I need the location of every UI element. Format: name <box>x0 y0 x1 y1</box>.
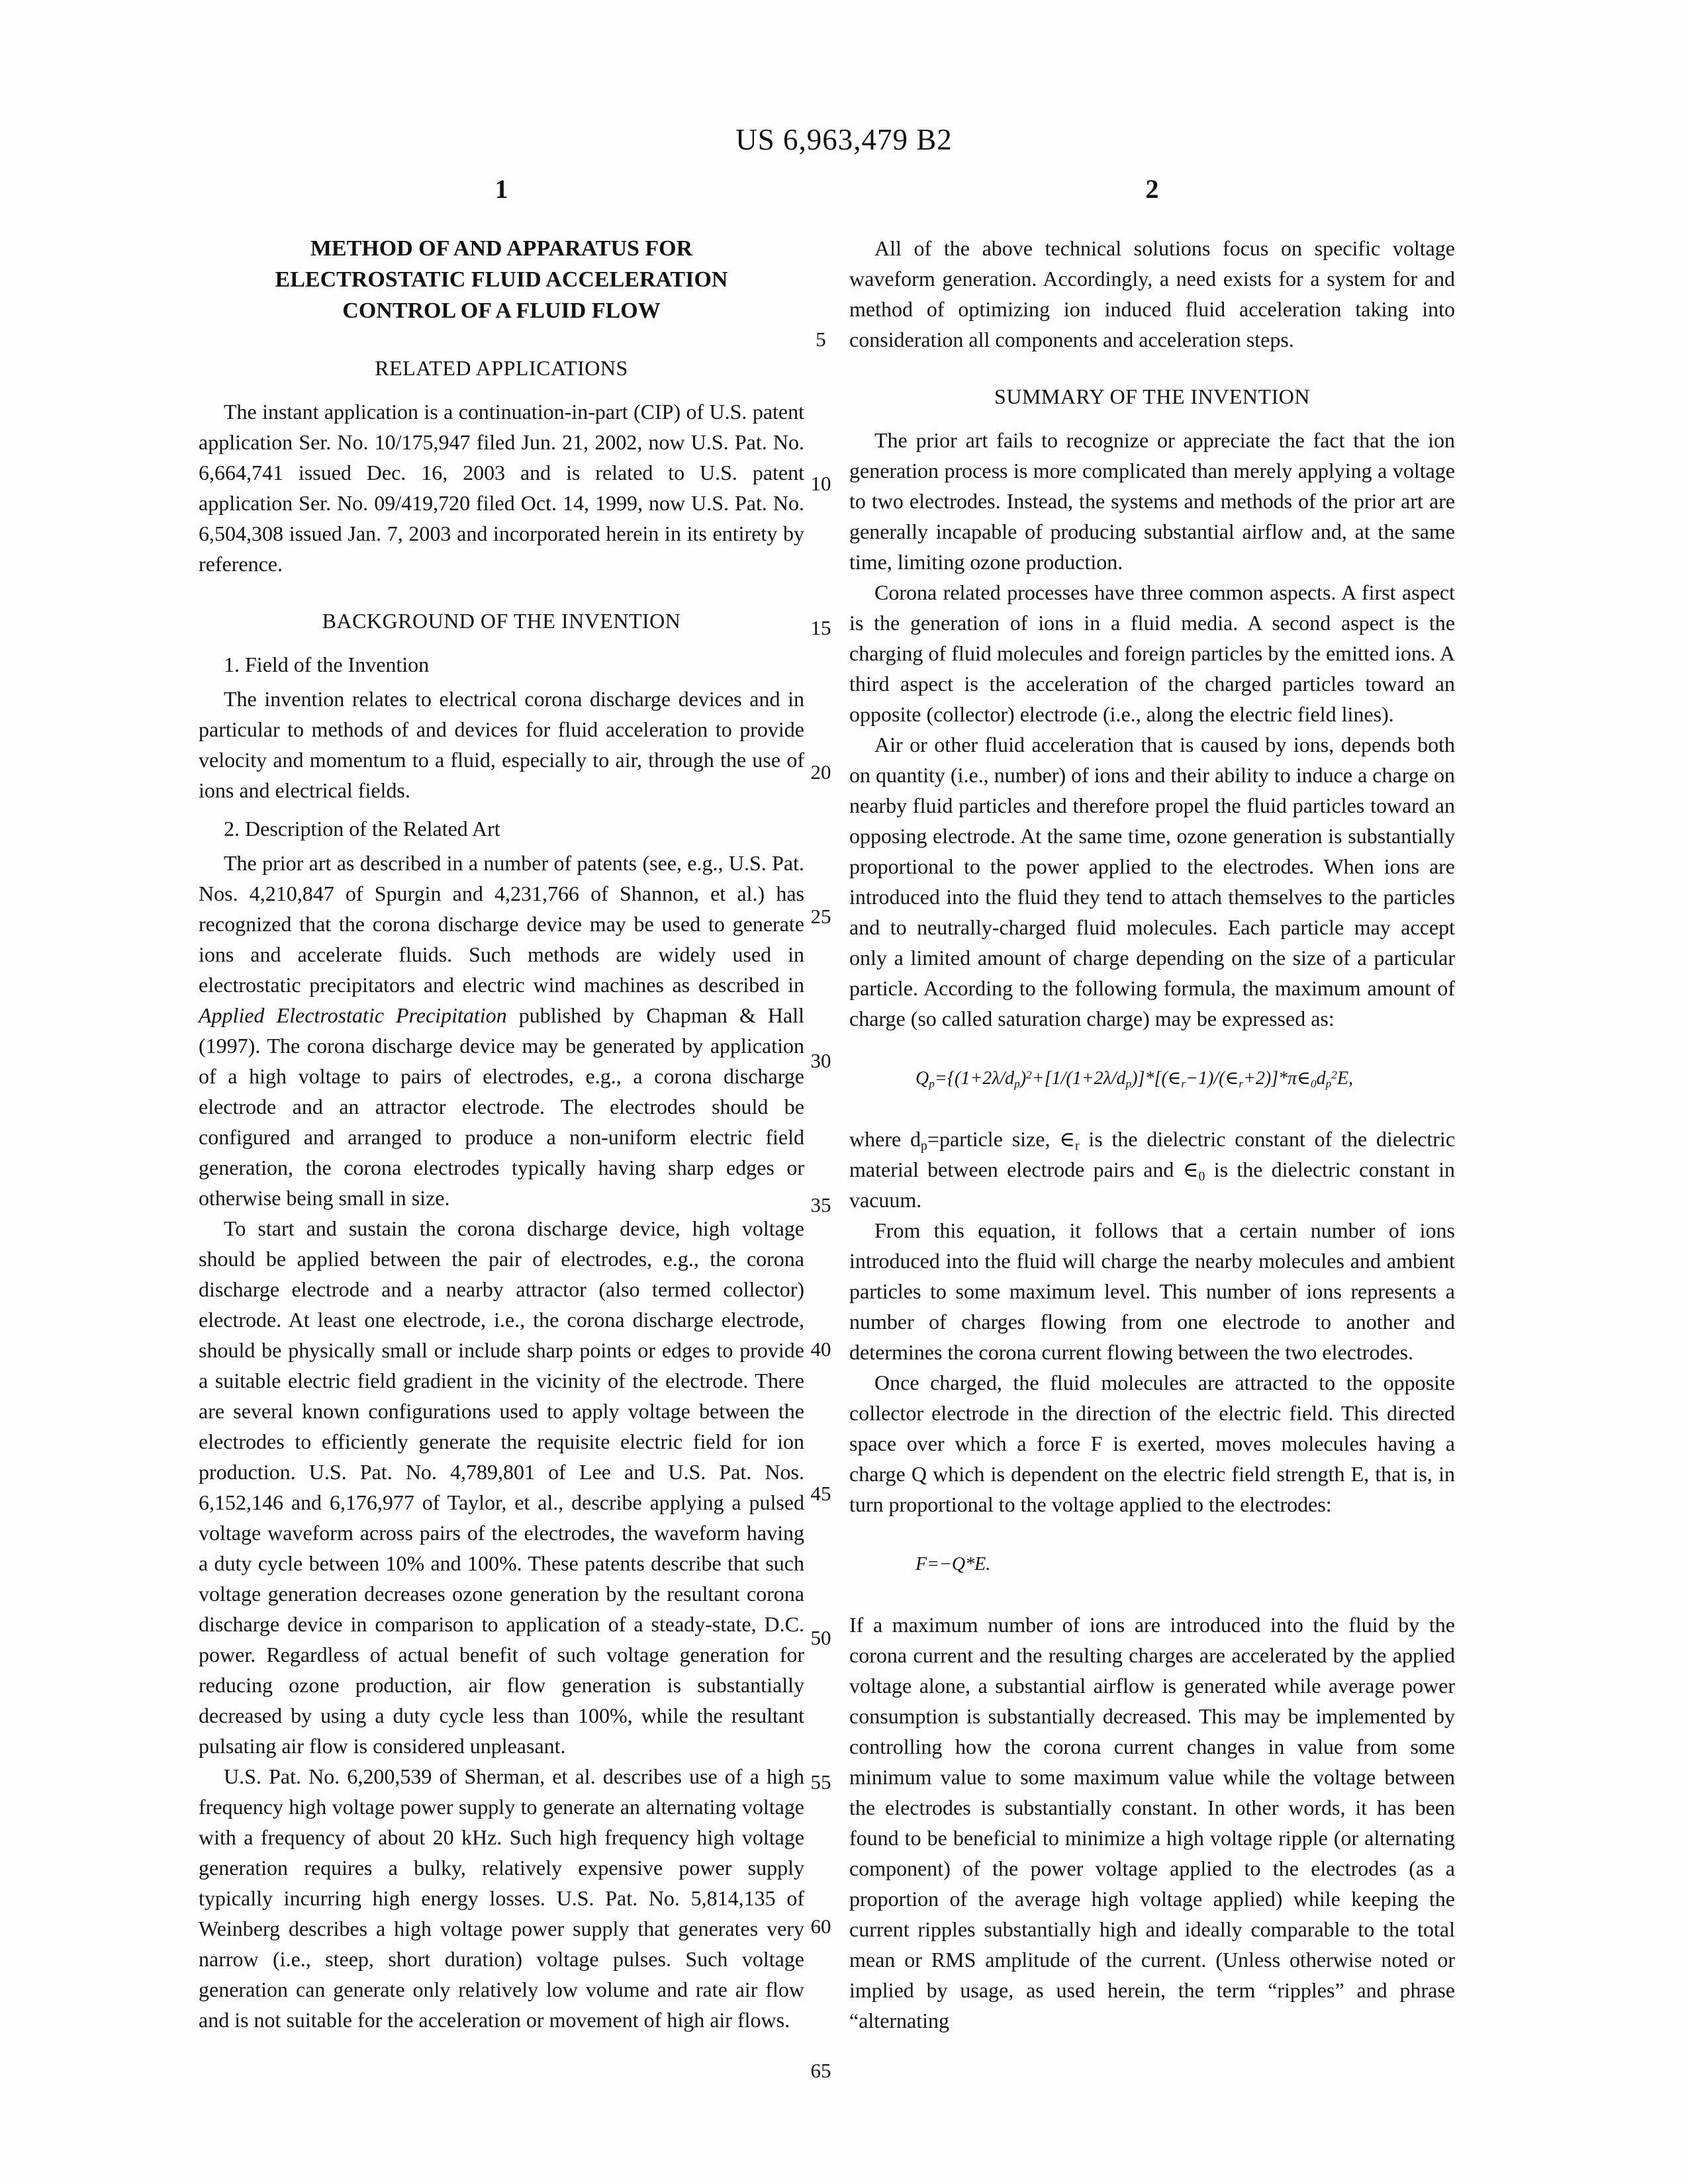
text-segment: The prior art as described in a number of patents (see, e.g., U.S. Pat. Nos. 4,210,847 of Spurgin and 4,231,766 of Shannon, et al.) has recognized that the corona discharge device may be used to generate ions and accelerate fluids. Such methods are widely used in electrostatic precipitators and electric wind machines as described in <box>199 851 804 997</box>
saturation-charge-formula <box>915 1066 1455 1092</box>
paragraph <box>199 684 804 805</box>
left-column-number: 1 <box>494 174 508 204</box>
text-segment: r <box>1181 1077 1186 1090</box>
text-segment: p <box>1125 1077 1132 1090</box>
text-segment: If a maximum number of ions are introduced into the fluid by the corona current and the resulting charges are accelerated by the applied voltage alone, a substantial airflow is generated while average power consumption is substantially decreased. This may be implemented by controlling how the corona current changes in value from some minimum value to some maximum value while the voltage between the electrodes is substantially constant. In other words, it has been found to be beneficial to minimize a high voltage ripple (or alternating component) of the power voltage applied to the electrodes (as a proportion of the average high voltage applied) while keeping the current ripples substantially high and ideally comparable to the total mean or RMS amplitude of the current. (Unless otherwise noted or implied by usage, as used herein, the term “ripples” and phrase “alternating <box>849 1613 1455 2032</box>
text-segment: p <box>929 1077 935 1090</box>
text-segment: ={(1+2λ/d <box>934 1068 1015 1089</box>
paragraph <box>849 1124 1455 1215</box>
text-segment: Once charged, the fluid molecules are attracted to the opposite collector electrode in the direction of the electric field. This directed space over which a force F is exerted, moves molecules having a charge Q which is dependent on the electric field strength E, that is, in turn proportional to the voltage applied to the electrodes: <box>849 1371 1455 1516</box>
text-segment: where d <box>849 1127 921 1151</box>
paragraph <box>199 1761 804 2035</box>
line-number: 25 <box>810 905 831 928</box>
italic-text: Applied Electrostatic Precipitation <box>199 1003 507 1027</box>
text-segment: F=−Q*E. <box>915 1554 991 1574</box>
text-segment: From this equation, it follows that a certain number of ions introduced into the fluid will charge the nearby molecules and ambient particles to some maximum level. This number of ions represents a number of charges flowing from one electrode to another and determines the corona current flowing between the two electrodes. <box>849 1218 1455 1364</box>
text-segment: U.S. Pat. No. 6,200,539 of Sherman, et al. describes use of a high frequency high voltage power supply to generate an alternating voltage with a frequency of about 20 kHz. Such high frequency high voltage generation requires a bulky, relatively expensive power supply typically incurring high energy losses. U.S. Pat. No. 5,814,135 of Weinberg describes a high voltage power supply that generates very narrow (i.e., steep, short duration) voltage pulses. Such voltage generation can generate only relatively low volume and rate air flow and is not suitable for the acceleration or movement of high air flows. <box>199 1764 804 2032</box>
left-column <box>199 233 804 2035</box>
text-segment: Air or other fluid acceleration that is caused by ions, depends both on quantity (i.e., number) of ions and their ability to induce a charge on nearby fluid particles and therefore propel the fluid particles toward an opposing electrode. At the same time, ozone generation is substantially proportional to the power applied to the electrodes. When ions are introduced into the fluid they tend to attach themselves to the particles and to neutrally-charged fluid molecules. Each particle may accept only a limited amount of charge depending on the size of a particular particle. According to the following formula, the maximum amount of charge (so called saturation charge) may be expressed as: <box>849 733 1455 1030</box>
text-segment: p <box>920 1138 927 1154</box>
text-segment: E, <box>1336 1068 1354 1089</box>
paragraph <box>849 1367 1455 1520</box>
line-number: 60 <box>810 1915 831 1938</box>
paragraph <box>199 848 804 1213</box>
paragraph <box>849 729 1455 1034</box>
text-segment: 2 <box>1026 1068 1032 1081</box>
text-segment: The invention relates to electrical corona discharge devices and in particular to methods of and devices for fluid acceleration to provide velocity and momentum to a fluid, especially to air, through the use of ions and electrical fields. <box>199 687 804 802</box>
line-number-gutter <box>798 0 844 2184</box>
line-number: 55 <box>810 1770 831 1794</box>
text-segment: Corona related processes have three common aspects. A first aspect is the generation of ions in a fluid media. A second aspect is the charging of fluid molecules and foreign particles by the emitted ions. A third aspect is the acceleration of the charged particles toward an opposite (collector) electrode (i.e., along the electric field lines). <box>849 580 1455 726</box>
text-segment: d <box>1316 1068 1326 1089</box>
section-heading-background: BACKGROUND OF THE INVENTION <box>322 609 681 633</box>
text-segment: r <box>1239 1077 1243 1090</box>
text-segment: 0 <box>1198 1169 1205 1184</box>
paragraph <box>199 1213 804 1761</box>
text-segment: ) <box>1019 1068 1027 1089</box>
text-segment: Q <box>915 1068 929 1089</box>
paragraph <box>849 233 1455 355</box>
text-segment: is the dielectric constant of the dielectric material between electrode pairs and ∈ <box>849 1127 1456 1181</box>
line-number: 40 <box>810 1338 831 1361</box>
force-formula <box>915 1551 1455 1578</box>
line-number: 15 <box>810 616 831 639</box>
text-segment: is the dielectric constant in vacuum. <box>849 1158 1456 1212</box>
paragraph <box>849 577 1455 729</box>
text-segment: The instant application is a continuation-in-part (CIP) of U.S. patent application Ser. No. 10/175,947 filed Jun. 21, 2002, now U.S. Pat. No. 6,664,741 issued Dec. 16, 2003 and is related to U.S. patent application Ser. No. 09/419,720 filed Oct. 14, 1999, now U.S. Pat. No. 6,504,308 issued Jan. 7, 2003 and incorporated herein in its entirety by reference. <box>199 400 804 576</box>
subsection-heading-field: 1. Field of the Invention <box>224 653 430 676</box>
text-segment: To start and sustain the corona discharge device, high voltage should be applied between the pair of electrodes, e.g., the corona discharge electrode and a nearby attractor (also termed collector) electrode. At least one electrode, i.e., the corona discharge electrode, should be physically small or include sharp points or edges to provide a suitable electric field gradient in the vicinity of the electrode. There are several known configurations used to apply voltage between the electrodes to efficiently generate the requisite electric field for ion production. U.S. Pat. No. 4,789,801 of Lee and U.S. Pat. Nos. 6,152,146 and 6,176,977 of Taylor, et al., describe applying a pulsed voltage waveform across pairs of the electrodes, the waveform having a duty cycle between 10% and 100%. These patents describe that such voltage generation decreases ozone generation by the resultant corona discharge device in comparison to application of a steady-state, D.C. power. Regardless of actual benefit of such voltage generation for reducing ozone production, air flow generation is substantially decreased by using a duty cycle less than 100%, while the resultant pulsating air flow is considered unpleasant. <box>199 1216 804 1758</box>
text-segment: published by Chapman & Hall (1997). The corona discharge device may be generated by application of a high voltage to pairs of electrodes, e.g., a corona discharge electrode and an attractor electrode. The electrodes should be configured and arranged to produce a non-uniform electric field generation, the corona electrodes typically having sharp edges or otherwise being small in size. <box>199 1003 805 1210</box>
patent-number: US 6,963,479 B2 <box>735 123 953 156</box>
right-column-number: 2 <box>1145 174 1159 204</box>
line-number: 20 <box>810 760 831 784</box>
paragraph <box>849 1610 1455 2036</box>
subsection-heading-related-art: 2. Description of the Related Art <box>224 817 500 841</box>
paragraph <box>849 1215 1455 1367</box>
text-segment: 2 <box>1331 1068 1337 1081</box>
section-heading-related-applications: RELATED APPLICATIONS <box>375 356 628 380</box>
text-segment: p <box>1014 1077 1020 1090</box>
line-number: 45 <box>810 1482 831 1505</box>
right-column <box>849 233 1455 2036</box>
text-segment: )]*[(∈ <box>1131 1068 1182 1089</box>
text-segment: +2)]*π∈ <box>1243 1068 1311 1089</box>
text-segment: =particle size, ∈ <box>927 1127 1075 1151</box>
line-number: 35 <box>810 1193 831 1216</box>
text-segment: p <box>1325 1077 1332 1090</box>
text-segment: 0 <box>1310 1077 1317 1090</box>
line-number: 5 <box>816 328 826 351</box>
text-segment: The prior art fails to recognize or appreciate the fact that the ion generation process is more complicated than merely applying a voltage to two electrodes. Instead, the systems and methods of the prior art are generally incapable of producing substantial airflow and, at the same time, limiting ozone production. <box>849 428 1455 574</box>
text-segment: All of the above technical solutions focus on specific voltage waveform generation. Accordingly, a need exists for a system for and method of optimizing ion induced fluid acceleration taking into consideration all components and acceleration steps. <box>849 236 1455 351</box>
paragraph <box>199 396 804 579</box>
text-segment: r <box>1074 1138 1080 1154</box>
paragraph <box>849 425 1455 577</box>
text-segment: +[1/(1+2λ/d <box>1031 1068 1126 1089</box>
line-number: 10 <box>810 472 831 495</box>
line-number: 30 <box>810 1049 831 1072</box>
line-number: 50 <box>810 1626 831 1649</box>
section-heading-summary: SUMMARY OF THE INVENTION <box>994 385 1310 408</box>
patent-title: METHOD OF AND APPARATUS FOR ELECTROSTATIC FLUID ACCELERATION CONTROL OF A FLUID FLOW <box>275 236 728 323</box>
text-segment: −1)/(∈ <box>1186 1068 1239 1089</box>
line-number: 65 <box>810 2059 831 2082</box>
